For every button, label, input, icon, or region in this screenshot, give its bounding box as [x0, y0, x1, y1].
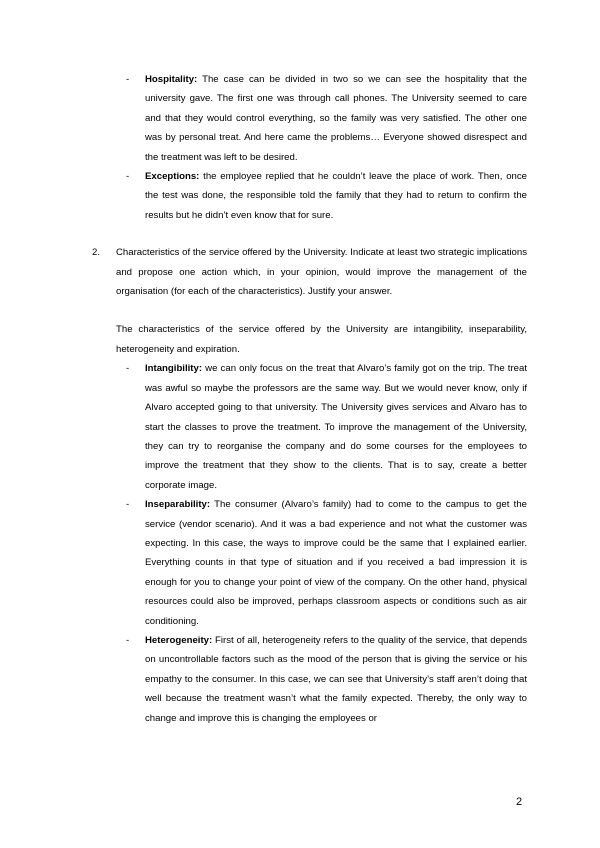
- bullet-text: the employee replied that he couldn’t leave the place of work. Then, once the test was done, the responsible told the family that they had to return to confirm the results but he didn’t even know that for sure.: [145, 171, 527, 221]
- bullet-text: First of all, heterogeneity refers to the quality of the service, that depends on uncontrollable factors such as the mood of the person that is giving the service or his empathy to the consumer. In this case, we can see that University’s staff aren’t doing that well because the treatment wasn’t what the family expected. Thereby, the only way to change and improve this is changing the employees or: [145, 634, 527, 724]
- bullet-dash: -: [126, 171, 130, 183]
- bullet-term: Inseparability:: [145, 499, 211, 511]
- intro-paragraph: The characteristics of the service offered by the University are intangibility, inseparability, heterogeneity and expiration.: [116, 324, 527, 355]
- question-text: Characteristics of the service offered by the University. Indicate at least two strategic implications and propose one action which, in your opinion, would improve the management of the organisation (for each of the characteristics). Justify your answer.: [116, 247, 527, 298]
- bullet-inseparability: [126, 495, 527, 631]
- bullet-term: Heterogeneity:: [145, 634, 213, 646]
- bullet-heterogeneity: [126, 631, 527, 728]
- page-number: 2: [516, 796, 523, 808]
- bullet-dash: -: [126, 634, 130, 646]
- page-content: [0, 70, 600, 728]
- question-2: [92, 243, 527, 301]
- bullet-intangibility: [126, 359, 527, 495]
- bullet-term: Intangibility:: [145, 363, 203, 375]
- question-number: 2.: [92, 247, 101, 259]
- bullet-dash: -: [126, 499, 130, 511]
- bullet-text: The case can be divided in two so we can see the hospitality that the university gave. The first one was through call phones. The University seemed to care and that they would control everything, so the family was very satisfied. The other one was by personal treat. And here came the problems… Everyone showed disrespect and the treatment was left to be desired.: [145, 74, 527, 163]
- bullet-text: The consumer (Alvaro’s family) had to come to the campus to get the service (vendor scenario). And it was a bad experience and not what the customer was expecting. In this case, the ways to improve could be the same that I explained earlier. Everything counts in that type of situation and if you received a bad impression it is enough for you to change your point of view of the company. On the other hand, physical resources could also be improved, perhaps classroom aspects or conditions such as air conditioning.: [145, 499, 527, 627]
- bullet-term: Exceptions:: [145, 171, 200, 183]
- bullet-exceptions: [126, 167, 527, 225]
- bullet-term: Hospitality:: [145, 74, 198, 85]
- bullet-text: we can only focus on the treat that Alvaro’s family got on the trip. The treat was awful so maybe the professors are the same way. But we would never know, only if Alvaro accepted going to that university. The University gives services and Alvaro has to start the classes to prove the treatment. To improve the management of the University, they can try to reorganise the company and do some courses for the employees to improve the treatment that they show to the clients. That is to say, create a better corporate image.: [145, 363, 527, 491]
- bullet-dash: -: [126, 363, 130, 375]
- bullet-hospitality: [126, 70, 527, 167]
- bullet-dash: -: [126, 74, 130, 85]
